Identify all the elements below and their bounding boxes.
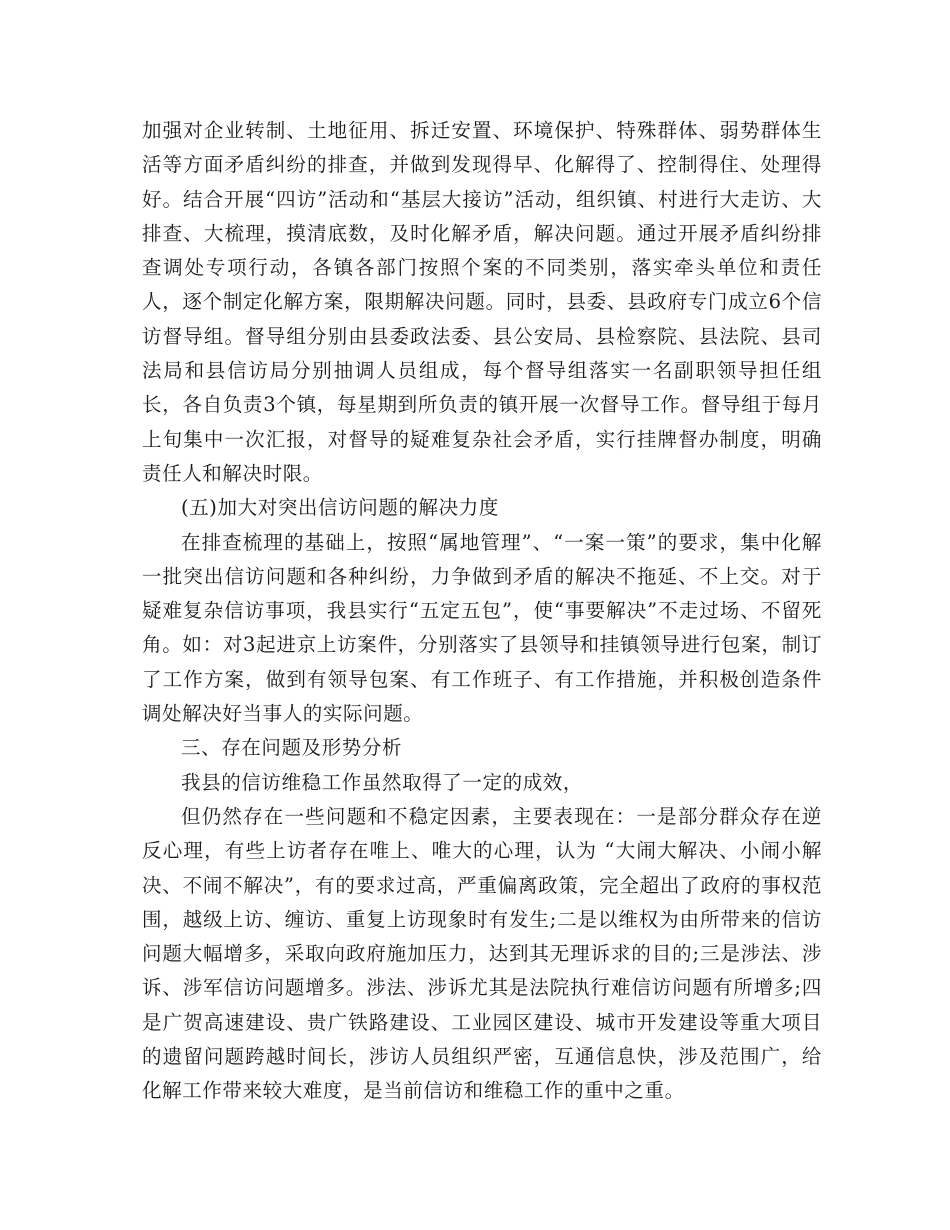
paragraph-problems-analysis: 但仍然存在一些问题和不稳定因素，主要表现在：一是部分群众存在逆反心理，有些上访者存在唯上、唯大的心理，认为 “大闹大解决、小闹小解决、不闹不解决”，有的要求过高，严重偏离政策，完全超出了政府的事权范围，越级上访、缠访、重复上访现象时有发生;二是以维权为由所带来的信访问题大幅增多，采取向政府施加压力，达到其无理诉求的目的;三是涉法、涉诉、涉军信访问题增多。涉法、涉诉尤其是法院执行难信访问题有所增多;四是广贺高速建设、贵广铁路建设、工业园区建设、城市开发建设等重大项目的遗留问题跨越时间长，涉访人员组织严密，互通信息快，涉及范围广，给化解工作带来较大难度，是当前信访和维稳工作的重中之重。 (142, 804, 822, 1103)
paragraph-resolution-efforts: 在排查梳理的基础上，按照“属地管理”、“一案一策”的要求，集中化解一批突出信访问题和各种纠纷，力争做到矛盾的解决不拖延、不上交。对于疑难复杂信访事项，我县实行“五定五包”，使“事要解决”不走过场、不留死角。如：对3起进京上访案件，分别落实了县领导和挂镇领导进行包案，制订了工作方案，做到有领导包案、有工作班子、有工作措施，并积极创造条件调处解决好当事人的实际问题。 (142, 530, 822, 726)
section-heading-five: (五)加大对突出信访问题的解决力度 (181, 496, 499, 520)
section-heading-problems: 三、存在问题及形势分析 (181, 736, 403, 760)
document-body (142, 114, 822, 1109)
paragraph-investigation-work: 加强对企业转制、土地征用、拆迁安置、环境保护、特殊群体、弱势群体生活等方面矛盾纠纷的排查，并做到发现得早、化解得了、控制得住、处理得好。结合开展“四访”活动和“基层大接访”活动，组织镇、村进行大走访、大排查、大梳理，摸清底数，及时化解矛盾，解决问题。通过开展矛盾纠纷排查调处专项行动，各镇各部门按照个案的不同类别，落实牵头单位和责任人，逐个制定化解方案，限期解决问题。同时，县委、县政府专门成立6个信访督导组。督导组分别由县委政法委、县公安局、县检察院、县法院、县司法局和县信访局分别抽调人员组成，每个督导组落实一名副职领导担任组长，各自负责3个镇，每星期到所负责的镇开展一次督导工作。督导组于每月上旬集中一次汇报，对督导的疑难复杂社会矛盾，实行挂牌督办制度，明确责任人和解决时限。 (142, 119, 822, 485)
paragraph-achievements: 我县的信访维稳工作虽然取得了一定的成效， (181, 770, 584, 794)
